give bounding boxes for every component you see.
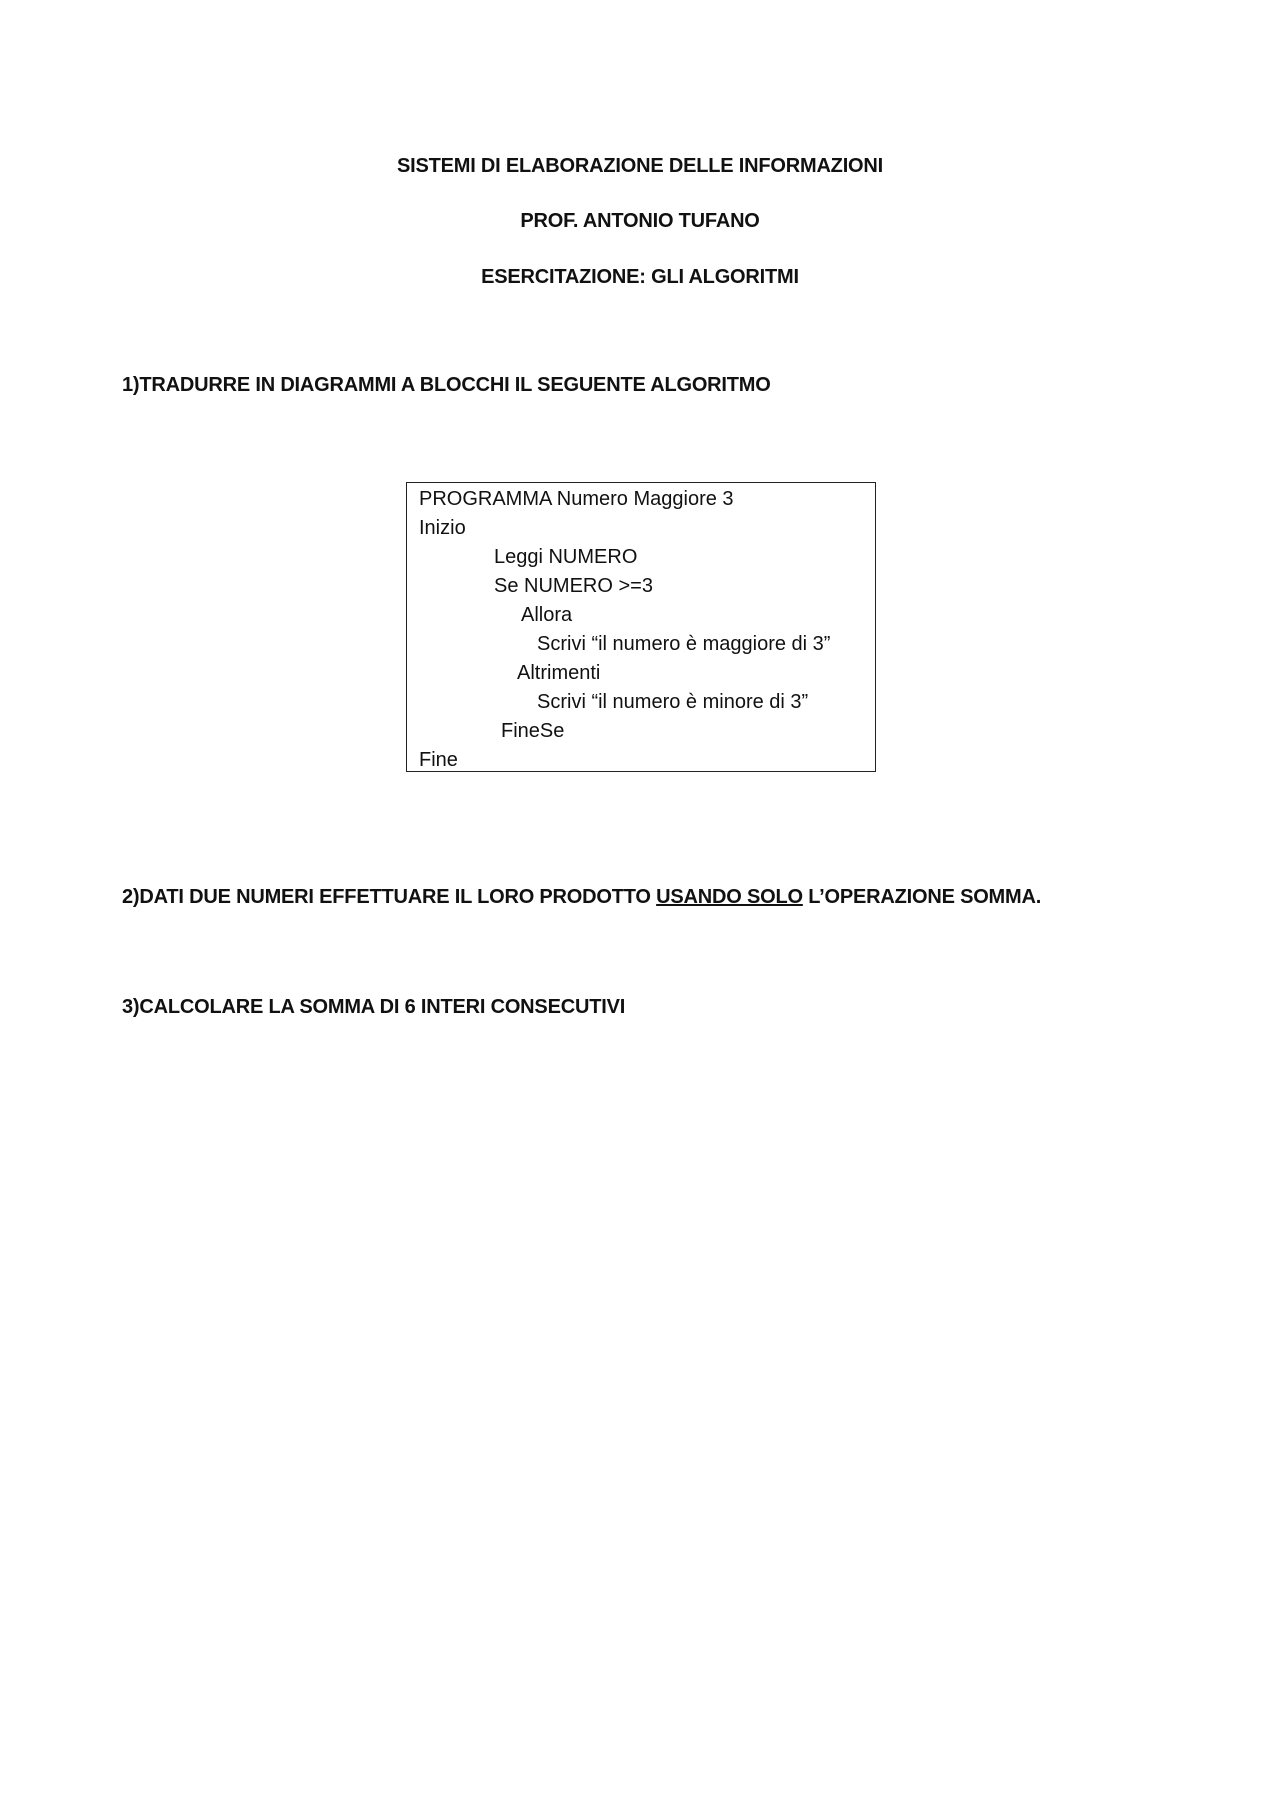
exercise-sheet-title: ESERCITAZIONE: GLI ALGORITMI	[481, 266, 799, 288]
course-title: SISTEMI DI ELABORAZIONE DELLE INFORMAZIONI	[396, 155, 884, 177]
professor-name: PROF. ANTONIO TUFANO	[520, 210, 760, 232]
algorithm-line: Scrivi “il numero è minore di 3”	[537, 691, 809, 713]
exercise-1: 1)TRADURRE IN DIAGRAMMI A BLOCCHI IL SEGUENTE ALGORITMO	[122, 374, 771, 396]
exercise-2-underlined-text: USANDO SOLO	[656, 886, 803, 908]
exercise-3: 3)CALCOLARE LA SOMMA DI 6 INTERI CONSECUTIVI	[122, 996, 626, 1018]
algorithm-line: Scrivi “il numero è maggiore di 3”	[537, 633, 831, 655]
algorithm-line: FineSe	[501, 720, 565, 742]
exercise-2	[122, 886, 1041, 909]
algorithm-line: Allora	[521, 604, 573, 626]
algorithm-box	[406, 482, 876, 772]
algorithm-line: Fine	[419, 749, 458, 771]
algorithm-line: Se NUMERO >=3	[494, 575, 653, 597]
algorithm-line: Leggi NUMERO	[494, 546, 638, 568]
exercise-2-text-end: L’OPERAZIONE SOMMA.	[802, 886, 1042, 908]
algorithm-line: Inizio	[419, 517, 466, 539]
algorithm-line: Altrimenti	[517, 662, 601, 684]
algorithm-line: PROGRAMMA Numero Maggiore 3	[419, 488, 734, 510]
exercise-2-text-start: 2)DATI DUE NUMERI EFFETTUARE IL LORO PRODOTTO	[122, 886, 657, 908]
